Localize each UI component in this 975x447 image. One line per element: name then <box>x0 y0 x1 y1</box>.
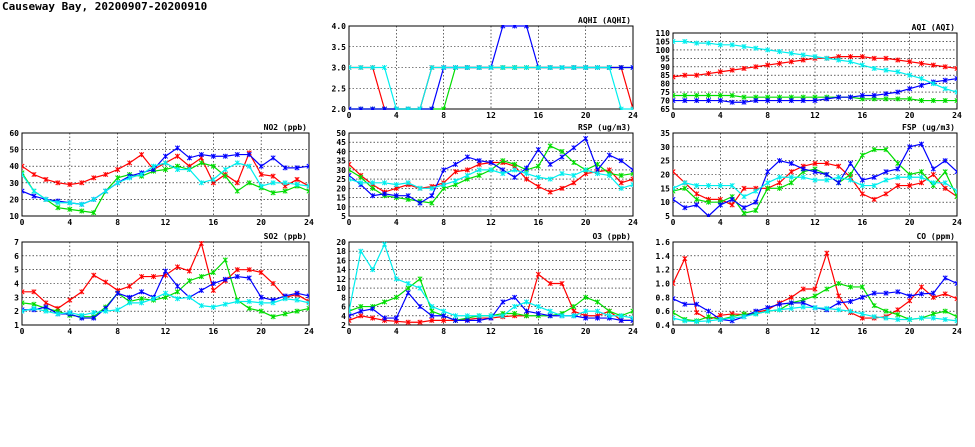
data-point <box>583 136 587 141</box>
data-point <box>560 154 564 159</box>
data-point <box>295 177 299 182</box>
x-tick-label: 24 <box>304 327 314 336</box>
y-tick-label: 110 <box>655 29 670 38</box>
y-tick-label: 95 <box>660 54 670 64</box>
data-point <box>742 194 746 199</box>
x-tick-label: 12 <box>486 327 496 336</box>
data-point <box>548 162 552 167</box>
x-tick-label: 24 <box>952 111 962 120</box>
data-point <box>825 251 829 256</box>
x-tick-label: 16 <box>533 327 544 336</box>
data-point <box>536 272 540 277</box>
data-point <box>347 167 351 172</box>
data-point <box>572 180 576 185</box>
y-tick-label: 35 <box>660 129 670 138</box>
data-point <box>931 172 935 177</box>
x-tick-label: 16 <box>857 111 868 120</box>
chart-title: SO2 (ppb) <box>263 232 307 241</box>
data-point <box>742 205 746 210</box>
x-tick-label: 4 <box>717 218 723 227</box>
x-tick-label: 20 <box>904 218 915 227</box>
y-tick-label: 40 <box>9 162 19 172</box>
data-point <box>896 307 900 312</box>
y-tick-label: 25 <box>336 175 346 185</box>
y-tick-label: 20 <box>660 170 670 180</box>
x-tick-label: 16 <box>533 218 544 227</box>
data-point <box>104 280 108 285</box>
y-tick-label: 2.5 <box>331 84 346 94</box>
y-tick-label: 4.0 <box>331 22 346 31</box>
data-point <box>211 288 215 293</box>
data-point <box>671 197 675 202</box>
so2-chart <box>14 232 314 336</box>
y-tick-label: 7 <box>14 238 19 247</box>
rsp-chart <box>336 123 638 227</box>
x-tick-label: 4 <box>717 111 723 120</box>
data-point <box>789 169 793 174</box>
y-tick-label: 20 <box>336 184 346 194</box>
data-point <box>223 167 227 172</box>
data-point <box>955 169 959 174</box>
x-tick-label: 0 <box>19 218 25 227</box>
x-tick-label: 0 <box>346 327 352 336</box>
data-point <box>754 189 758 194</box>
y-tick-label: 85 <box>660 71 670 81</box>
y-tick-label: 15 <box>660 184 670 194</box>
aqhi-chart <box>332 16 638 120</box>
page-title: Causeway Bay, 20200907-20200910 <box>2 0 208 13</box>
x-tick-label: 12 <box>160 327 171 336</box>
x-tick-label: 4 <box>67 218 73 227</box>
x-tick-label: 0 <box>670 111 676 120</box>
x-tick-label: 4 <box>393 327 399 336</box>
data-point <box>430 193 434 198</box>
y-tick-label: 10 <box>660 198 670 208</box>
data-point <box>139 289 143 294</box>
data-point <box>104 189 108 194</box>
x-tick-label: 20 <box>580 218 591 227</box>
data-point <box>536 184 540 189</box>
data-point <box>765 169 769 174</box>
x-tick-label: 24 <box>628 327 638 336</box>
data-point <box>706 309 710 314</box>
data-point <box>536 147 540 152</box>
x-tick-label: 12 <box>810 218 820 227</box>
data-point <box>884 191 888 196</box>
y-tick-label: 3.5 <box>331 42 346 52</box>
x-tick-label: 8 <box>115 327 121 336</box>
y-tick-label: 5 <box>665 212 670 221</box>
y-tick-label: 18 <box>336 247 346 257</box>
data-point <box>512 175 516 180</box>
data-point <box>163 269 167 274</box>
y-tick-label: 0.8 <box>655 293 670 303</box>
co-chart <box>656 232 962 336</box>
data-point <box>907 298 911 303</box>
x-tick-label: 12 <box>486 218 496 227</box>
data-point <box>92 273 96 278</box>
data-point <box>418 304 422 309</box>
data-point <box>175 284 179 289</box>
y-tick-label: 30 <box>660 142 670 152</box>
x-tick-label: 0 <box>346 218 352 227</box>
data-point <box>683 256 687 261</box>
x-tick-label: 8 <box>441 327 447 336</box>
data-point <box>671 186 675 191</box>
y-tick-label: 75 <box>660 88 670 98</box>
y-tick-label: 6 <box>14 251 19 261</box>
x-tick-label: 12 <box>810 111 820 120</box>
data-point <box>175 289 179 294</box>
data-point <box>730 202 734 207</box>
aqi-chart <box>656 23 962 120</box>
x-tick-label: 8 <box>115 218 121 227</box>
data-point <box>32 189 36 194</box>
data-point <box>80 289 84 294</box>
y-tick-label: 30 <box>9 178 19 188</box>
x-tick-label: 8 <box>765 218 771 227</box>
y-tick-label: 35 <box>336 156 346 166</box>
data-point <box>453 162 457 167</box>
y-tick-label: 2.0 <box>331 105 346 114</box>
data-point <box>789 180 793 185</box>
data-point <box>671 296 675 301</box>
data-point <box>127 160 131 165</box>
data-point <box>406 290 410 295</box>
no2-chart <box>9 123 314 227</box>
data-point <box>271 155 275 160</box>
data-point <box>955 189 959 194</box>
data-point <box>347 162 351 167</box>
y-tick-label: 8 <box>341 293 346 303</box>
y-tick-label: 50 <box>9 145 19 155</box>
x-tick-label: 24 <box>628 218 638 227</box>
data-point <box>694 191 698 196</box>
data-point <box>139 152 143 157</box>
data-point <box>765 180 769 185</box>
data-point <box>718 202 722 207</box>
x-tick-label: 12 <box>810 327 820 336</box>
chart-title: NO2 (ppb) <box>263 123 307 132</box>
y-tick-label: 2 <box>341 321 346 330</box>
data-point <box>163 154 167 159</box>
data-point <box>359 249 363 254</box>
x-tick-label: 20 <box>904 327 915 336</box>
x-tick-label: 12 <box>486 111 496 120</box>
y-tick-label: 50 <box>336 129 346 138</box>
y-tick-label: 60 <box>9 129 19 138</box>
chart-title: AQI (AQI) <box>911 23 955 32</box>
data-point <box>860 191 864 196</box>
data-point <box>860 153 864 158</box>
y-tick-label: 15 <box>336 193 346 203</box>
data-point <box>631 167 635 172</box>
y-tick-label: 10 <box>336 284 346 294</box>
data-point <box>671 310 675 315</box>
y-tick-label: 2 <box>14 307 19 317</box>
x-tick-label: 8 <box>441 218 447 227</box>
y-tick-label: 3.0 <box>331 63 346 73</box>
chart-title: RSP (ug/m3) <box>578 123 631 132</box>
x-tick-label: 4 <box>393 218 399 227</box>
y-tick-label: 5 <box>14 265 19 275</box>
o3-chart <box>336 232 638 336</box>
data-point <box>825 287 829 292</box>
x-tick-label: 24 <box>952 218 962 227</box>
x-tick-label: 0 <box>670 327 676 336</box>
data-point <box>694 310 698 315</box>
y-tick-label: 0.6 <box>655 307 670 317</box>
x-tick-label: 8 <box>441 111 447 120</box>
x-tick-label: 20 <box>580 111 591 120</box>
x-tick-label: 4 <box>67 327 73 336</box>
y-tick-label: 1 <box>14 321 19 330</box>
x-tick-label: 24 <box>304 218 314 227</box>
y-tick-label: 4 <box>341 311 346 321</box>
x-tick-label: 16 <box>857 327 868 336</box>
x-tick-label: 20 <box>580 327 591 336</box>
data-point <box>848 161 852 166</box>
data-point <box>382 242 386 247</box>
x-tick-label: 20 <box>904 111 915 120</box>
data-point <box>199 288 203 293</box>
y-tick-label: 16 <box>336 256 346 266</box>
x-tick-label: 8 <box>765 111 771 120</box>
x-tick-label: 24 <box>952 327 962 336</box>
data-point <box>777 180 781 185</box>
data-point <box>671 281 675 286</box>
y-tick-label: 25 <box>660 156 670 166</box>
data-point <box>836 180 840 185</box>
x-tick-label: 20 <box>256 218 266 227</box>
data-point <box>441 167 445 172</box>
y-tick-label: 1.6 <box>655 238 670 247</box>
y-tick-label: 1.2 <box>655 265 670 275</box>
data-point <box>607 153 611 158</box>
x-tick-label: 16 <box>857 218 868 227</box>
chart-title: CO (ppm) <box>916 232 955 241</box>
data-point <box>175 154 179 159</box>
x-tick-label: 16 <box>533 111 544 120</box>
data-point <box>163 291 167 296</box>
y-tick-label: 30 <box>336 165 346 175</box>
data-point <box>919 284 923 289</box>
data-point <box>465 173 469 178</box>
y-tick-label: 80 <box>660 79 670 89</box>
y-tick-label: 10 <box>9 212 19 221</box>
x-tick-label: 16 <box>208 218 219 227</box>
data-point <box>872 197 876 202</box>
y-tick-label: 0.4 <box>655 321 670 330</box>
data-point <box>235 189 239 194</box>
data-point <box>572 145 576 150</box>
x-tick-label: 0 <box>346 111 352 120</box>
series-line <box>349 163 633 193</box>
y-tick-label: 4 <box>14 279 19 289</box>
data-point <box>175 145 179 150</box>
data-point <box>20 164 24 169</box>
y-tick-label: 90 <box>660 62 670 72</box>
y-tick-label: 1.0 <box>655 279 670 289</box>
series-1 <box>20 241 311 311</box>
x-tick-label: 4 <box>393 111 399 120</box>
data-point <box>955 281 959 286</box>
x-tick-label: 0 <box>670 218 676 227</box>
data-point <box>572 160 576 165</box>
data-point <box>836 293 840 298</box>
data-point <box>199 241 203 246</box>
y-tick-label: 65 <box>660 105 670 114</box>
y-tick-label: 5 <box>341 212 346 221</box>
data-point <box>259 164 263 169</box>
y-tick-label: 105 <box>655 37 670 47</box>
x-tick-label: 8 <box>765 327 771 336</box>
data-point <box>943 275 947 280</box>
y-tick-label: 12 <box>336 274 346 284</box>
x-tick-label: 4 <box>717 327 723 336</box>
data-point <box>943 169 947 174</box>
y-tick-label: 6 <box>341 302 346 312</box>
y-tick-label: 3 <box>14 293 19 303</box>
y-tick-label: 70 <box>660 96 670 106</box>
y-tick-label: 10 <box>336 202 346 212</box>
y-tick-label: 45 <box>336 138 346 148</box>
x-tick-label: 20 <box>256 327 266 336</box>
y-tick-label: 100 <box>655 45 670 55</box>
data-point <box>931 166 935 171</box>
series-4 <box>671 305 959 325</box>
data-point <box>68 298 72 303</box>
data-point <box>955 194 959 199</box>
data-point <box>223 257 227 262</box>
data-point <box>418 276 422 281</box>
y-tick-label: 20 <box>336 238 346 247</box>
y-tick-label: 1.4 <box>655 251 670 261</box>
fsp-chart <box>660 123 962 227</box>
chart-title: FSP (ug/m3) <box>902 123 955 132</box>
chart-title: O3 (ppb) <box>592 232 631 241</box>
data-point <box>548 143 552 148</box>
x-tick-label: 16 <box>208 327 219 336</box>
x-tick-label: 0 <box>19 327 25 336</box>
y-tick-label: 14 <box>336 265 346 275</box>
x-tick-label: 24 <box>628 111 638 120</box>
x-tick-label: 12 <box>160 218 171 227</box>
y-tick-label: 40 <box>336 147 346 157</box>
data-point <box>671 169 675 174</box>
chart-title: AQHI (AQHI) <box>578 16 631 25</box>
y-tick-label: 20 <box>9 195 19 205</box>
data-point <box>872 303 876 308</box>
